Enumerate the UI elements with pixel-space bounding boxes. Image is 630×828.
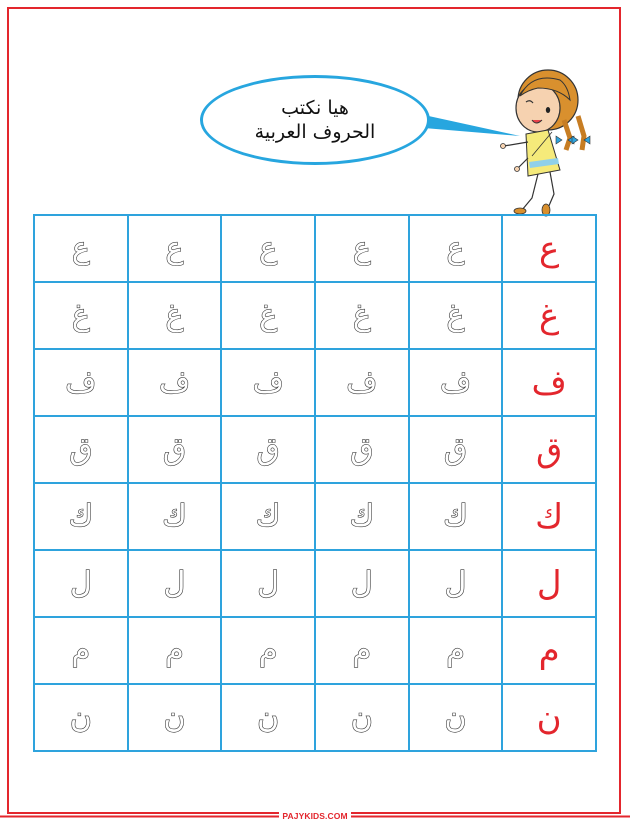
trace-cell[interactable] (222, 551, 316, 618)
letter-tracing-grid (33, 214, 597, 752)
footer-brand (0, 810, 630, 822)
trace-cell[interactable] (129, 216, 223, 283)
dotted-trace-letter: ك (349, 498, 375, 534)
dotted-trace-letter: غ (446, 297, 465, 333)
dotted-trace-letter: ف (65, 364, 97, 400)
dotted-trace-letter: ل (444, 565, 467, 601)
model-letter: ق (535, 429, 563, 470)
trace-cell[interactable] (410, 618, 504, 685)
dotted-trace-letter: ك (443, 498, 468, 534)
trace-cell[interactable] (222, 350, 316, 417)
dotted-trace-letter: م (165, 632, 184, 668)
trace-cell[interactable] (35, 216, 129, 283)
dotted-trace-letter: ق (256, 431, 280, 467)
dotted-trace-letter: غ (71, 297, 90, 333)
model-letter: م (538, 630, 560, 671)
trace-cell[interactable] (410, 551, 504, 618)
dotted-trace-letter: ق (443, 431, 468, 467)
dotted-trace-letter: ع (259, 230, 278, 266)
model-letter-cell (503, 618, 597, 685)
dotted-trace-letter: ل (69, 565, 92, 601)
trace-cell[interactable] (129, 685, 223, 752)
trace-cell[interactable] (35, 685, 129, 752)
dotted-trace-letter: ع (71, 230, 90, 266)
dotted-trace-letter: ف (439, 364, 472, 400)
trace-cell[interactable] (222, 417, 316, 484)
model-letter-cell (503, 283, 597, 350)
dotted-trace-letter: ل (350, 565, 373, 601)
trace-cell[interactable] (316, 283, 410, 350)
trace-cell[interactable] (410, 283, 504, 350)
trace-cell[interactable] (222, 283, 316, 350)
dotted-trace-letter: م (352, 632, 372, 668)
dotted-trace-letter: ع (446, 230, 465, 266)
speech-bubble-tail (424, 112, 524, 142)
trace-cell[interactable] (222, 618, 316, 685)
trace-cell[interactable] (410, 484, 504, 551)
dotted-trace-letter: ك (68, 498, 94, 534)
trace-cell[interactable] (410, 216, 504, 283)
dotted-trace-letter: ل (163, 565, 186, 601)
dotted-trace-letter: ف (158, 364, 191, 400)
model-letter: غ (539, 295, 560, 336)
dotted-trace-letter: ق (162, 431, 187, 467)
trace-cell[interactable] (316, 551, 410, 618)
trace-cell[interactable] (316, 350, 410, 417)
trace-cell[interactable] (316, 417, 410, 484)
dotted-trace-letter: م (258, 632, 278, 668)
dotted-trace-letter: ق (69, 431, 93, 467)
dotted-trace-letter: ن (257, 699, 280, 735)
trace-cell[interactable] (316, 216, 410, 283)
trace-cell[interactable] (222, 685, 316, 752)
dotted-trace-letter: غ (165, 297, 184, 333)
trace-cell[interactable] (222, 484, 316, 551)
trace-cell[interactable] (35, 283, 129, 350)
trace-cell[interactable] (410, 417, 504, 484)
dotted-trace-letter: ن (69, 699, 92, 735)
trace-cell[interactable] (129, 484, 223, 551)
dotted-trace-letter: ن (444, 699, 467, 735)
dotted-trace-letter: ف (252, 364, 284, 400)
dotted-trace-letter: غ (259, 297, 278, 333)
dotted-trace-letter: ل (257, 565, 280, 601)
dotted-trace-letter: م (71, 632, 91, 668)
trace-cell[interactable] (129, 618, 223, 685)
dotted-trace-letter: ن (163, 699, 186, 735)
dotted-trace-letter: غ (352, 297, 371, 333)
trace-cell[interactable] (35, 350, 129, 417)
dotted-trace-letter: م (446, 632, 465, 668)
trace-cell[interactable] (35, 551, 129, 618)
trace-cell[interactable] (222, 216, 316, 283)
model-letter: ل (536, 563, 562, 604)
model-letter-cell (503, 551, 597, 618)
model-letter-cell (503, 417, 597, 484)
trace-cell[interactable] (410, 685, 504, 752)
model-letter-cell (503, 350, 597, 417)
dotted-trace-letter: ف (346, 364, 378, 400)
trace-cell[interactable] (316, 618, 410, 685)
trace-cell[interactable] (129, 551, 223, 618)
speech-bubble-line-1: هيا نكتب (281, 97, 349, 119)
trace-cell[interactable] (316, 484, 410, 551)
dotted-trace-letter: ع (352, 230, 371, 266)
model-letter: ع (539, 228, 560, 269)
speech-bubble (200, 75, 430, 165)
model-letter: ف (531, 362, 567, 403)
dotted-trace-letter: ك (162, 498, 187, 534)
trace-cell[interactable] (35, 417, 129, 484)
dotted-trace-letter: ق (350, 431, 374, 467)
model-letter-cell (503, 685, 597, 752)
trace-cell[interactable] (129, 417, 223, 484)
dotted-trace-letter: ك (255, 498, 281, 534)
trace-cell[interactable] (410, 350, 504, 417)
trace-cell[interactable] (129, 350, 223, 417)
model-letter-cell (503, 216, 597, 283)
model-letter: ك (535, 496, 564, 537)
trace-cell[interactable] (35, 618, 129, 685)
model-letter-cell (503, 484, 597, 551)
speech-bubble-line-2: الحروف العربية (254, 121, 376, 143)
trace-cell[interactable] (316, 685, 410, 752)
dotted-trace-letter: ن (350, 699, 373, 735)
model-letter: ن (536, 697, 562, 738)
trace-cell[interactable] (129, 283, 223, 350)
dotted-trace-letter: ع (165, 230, 184, 266)
trace-cell[interactable] (35, 484, 129, 551)
footer-brand-text: PAJYKIDS.COM (279, 811, 350, 821)
